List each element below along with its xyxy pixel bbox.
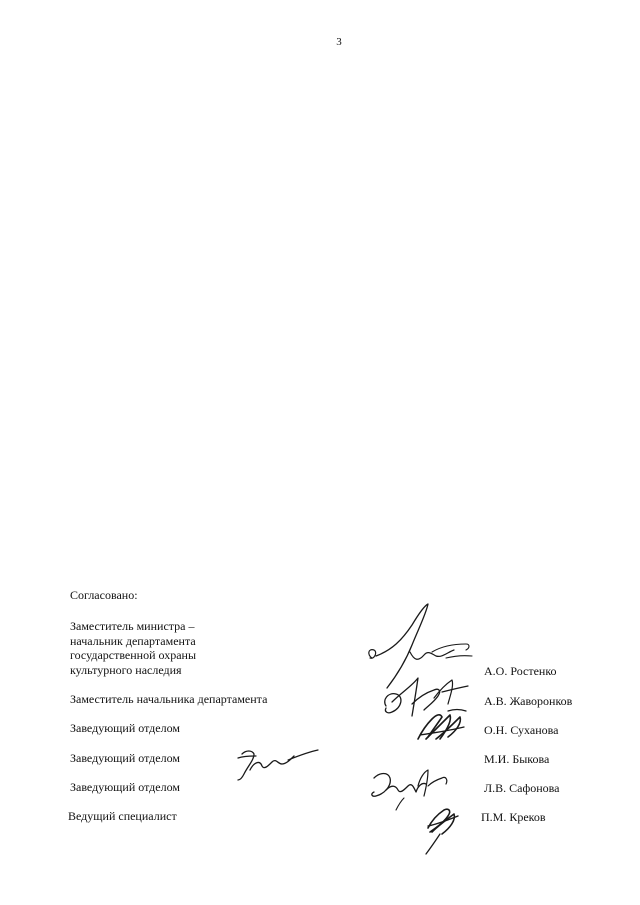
signatory-title-head-of-section-1: Заведующий отделом: [70, 721, 180, 735]
signatory-name-safonova: Л.В. Сафонова: [484, 781, 560, 795]
signatory-title-head-of-section-2: Заведующий отделом: [70, 751, 180, 765]
signatory-name-sukhanova: О.Н. Суханова: [484, 723, 559, 737]
signatory-name-zhavoronkov: А.В. Жаворонков: [484, 694, 573, 708]
signatory-name-bykova: М.И. Быкова: [484, 752, 550, 766]
signatory-title-head-of-section-3: Заведующий отделом: [70, 780, 180, 794]
page-number: 3: [336, 36, 342, 48]
title-line: начальник департамента: [70, 633, 196, 648]
signature-krekov-icon: [418, 798, 468, 858]
signatory-title-deputy-minister: [70, 619, 196, 677]
title-line: культурного наследия: [70, 662, 182, 677]
title-line: государственной охраны: [70, 648, 197, 662]
signatory-name-krekov: П.М. Креков: [481, 810, 546, 824]
signatory-title-leading-specialist: Ведущий специалист: [68, 809, 177, 823]
title-line: Заместитель министра –: [70, 619, 195, 633]
signatory-name-rostenko: А.О. Ростенко: [484, 664, 557, 678]
signature-sukhanova-icon: [412, 705, 472, 745]
approval-heading: Согласовано:: [70, 588, 138, 602]
signature-bykova-icon: [232, 744, 322, 784]
signatory-title-deputy-head: Заместитель начальника департамента: [70, 692, 268, 706]
